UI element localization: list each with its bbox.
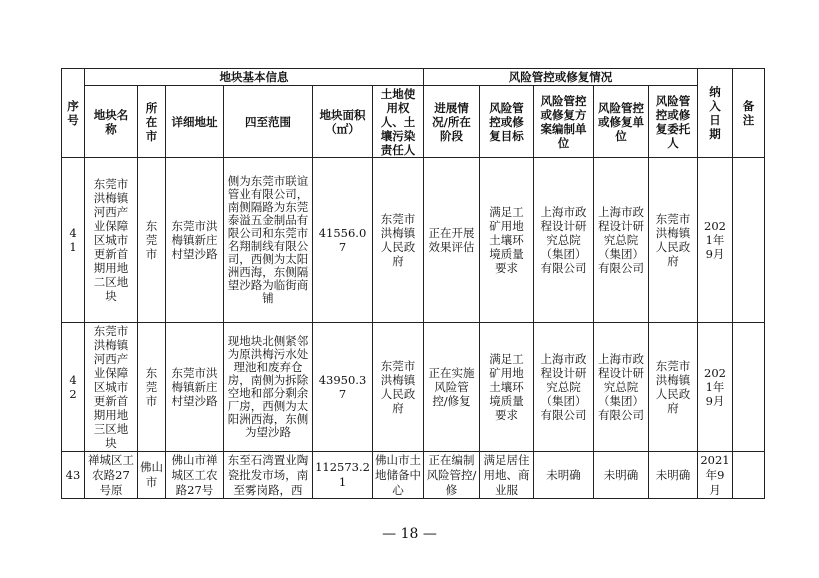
col-header-date: 纳入日期 xyxy=(698,69,733,158)
row-no: 42 xyxy=(62,323,85,452)
group-header-risk: 风险管控或修复情况 xyxy=(424,69,698,86)
table-row xyxy=(62,323,765,452)
bounds: 侧为东莞市联谊管业有限公司，南侧隔路为东莞泰溢五金制品有限公司和东莞市名翔制线有限公司，西侧为太阳洲西海，东侧隔望沙路为临街商铺 xyxy=(224,158,313,323)
planner: 未明确 xyxy=(546,467,581,482)
col-header-planner: 风险管控或修复方案编制单位 xyxy=(534,86,594,158)
col-header-address: 详细地址 xyxy=(166,86,224,158)
bounds: 东至石湾置业陶瓷批发市场，南至雾岗路，西 xyxy=(227,452,309,497)
area: 41556.07 xyxy=(313,158,373,323)
col-header-area: 地块面积（㎡） xyxy=(313,86,373,158)
date: 2021年9月 xyxy=(698,323,733,452)
contractor: 上海市政程设计研究总院（集团）有限公司 xyxy=(594,158,649,323)
site-name: 东莞市洪梅镇河西产业保障区城市更新首期用地二区地块 xyxy=(85,158,138,323)
col-header-bounds: 四至范围 xyxy=(224,86,313,158)
contaminated-site-table xyxy=(61,68,765,499)
group-header-basic: 地块基本信息 xyxy=(85,69,424,86)
contractor: 上海市政程设计研究总院（集团）有限公司 xyxy=(594,323,649,452)
site-name: 禅城区工农路27号原 xyxy=(88,452,134,497)
address: 东莞市洪梅镇新庄村望沙路 xyxy=(166,158,224,323)
city: 东莞市 xyxy=(138,158,166,323)
table-row xyxy=(62,158,765,323)
site-name: 东莞市洪梅镇河西产业保障区城市更新首期用地三区地块 xyxy=(85,323,138,452)
planner: 上海市政程设计研究总院（集团）有限公司 xyxy=(534,323,594,452)
client: 东莞市洪梅镇人民政府 xyxy=(649,158,698,323)
page-number: — 18 — xyxy=(382,526,437,542)
col-header-target: 风险管控或修复目标 xyxy=(480,86,534,158)
address: 佛山市禅城区工农路27号 xyxy=(171,452,218,497)
col-header-name: 地块名称 xyxy=(85,86,138,158)
area: 112573.21 xyxy=(315,460,370,489)
owner: 佛山市土地储备中心 xyxy=(375,452,421,497)
address: 东莞市洪梅镇新庄村望沙路 xyxy=(166,323,224,452)
col-header-note: 备注 xyxy=(733,69,765,158)
col-header-city: 所在市 xyxy=(138,86,166,158)
client: 未明确 xyxy=(655,467,691,482)
note xyxy=(733,323,765,452)
col-header-contractor: 风险管控或修复单位 xyxy=(594,86,649,158)
planner: 上海市政程设计研究总院（集团）有限公司 xyxy=(534,158,594,323)
owner: 东莞市洪梅镇人民政府 xyxy=(373,158,424,323)
owner: 东莞市洪梅镇人民政府 xyxy=(373,323,424,452)
row-no: 43 xyxy=(65,467,81,482)
col-header-owner: 土地使用权人、土壤污染责任人 xyxy=(373,86,424,158)
progress: 正在实施风险管控/修复 xyxy=(424,323,480,452)
col-header-client: 风险管控或修复委托人 xyxy=(649,86,698,158)
target: 满足工矿用地土壤环境质量要求 xyxy=(480,323,534,452)
bounds: 现地块北侧紧邻为原洪梅污水处理池和废弃仓房，南侧为拆除空地和部分剩余厂房，西侧为太阳洲西海，东侧为望沙路 xyxy=(224,323,313,452)
target: 满足居住用地、商业服 xyxy=(483,452,530,497)
client: 东莞市洪梅镇人民政府 xyxy=(649,323,698,452)
row-no: 41 xyxy=(62,158,85,323)
contractor: 未明确 xyxy=(603,467,639,482)
date: 2021年9月 xyxy=(700,452,730,497)
date: 2021年9月 xyxy=(698,158,733,323)
progress: 正在开展效果评估 xyxy=(424,158,480,323)
header-group-row xyxy=(62,69,765,86)
area: 43950.37 xyxy=(313,323,373,452)
col-header-progress: 进展情况/所在阶段 xyxy=(424,86,480,158)
header-row xyxy=(62,86,765,158)
target: 满足工矿用地土壤环境质量要求 xyxy=(480,158,534,323)
col-header-no: 序号 xyxy=(62,69,85,158)
note xyxy=(733,158,765,323)
progress: 正在编制风险管控/修 xyxy=(426,452,477,497)
city: 佛山市 xyxy=(140,460,163,489)
city: 东莞市 xyxy=(138,323,166,452)
table-row xyxy=(62,452,765,499)
